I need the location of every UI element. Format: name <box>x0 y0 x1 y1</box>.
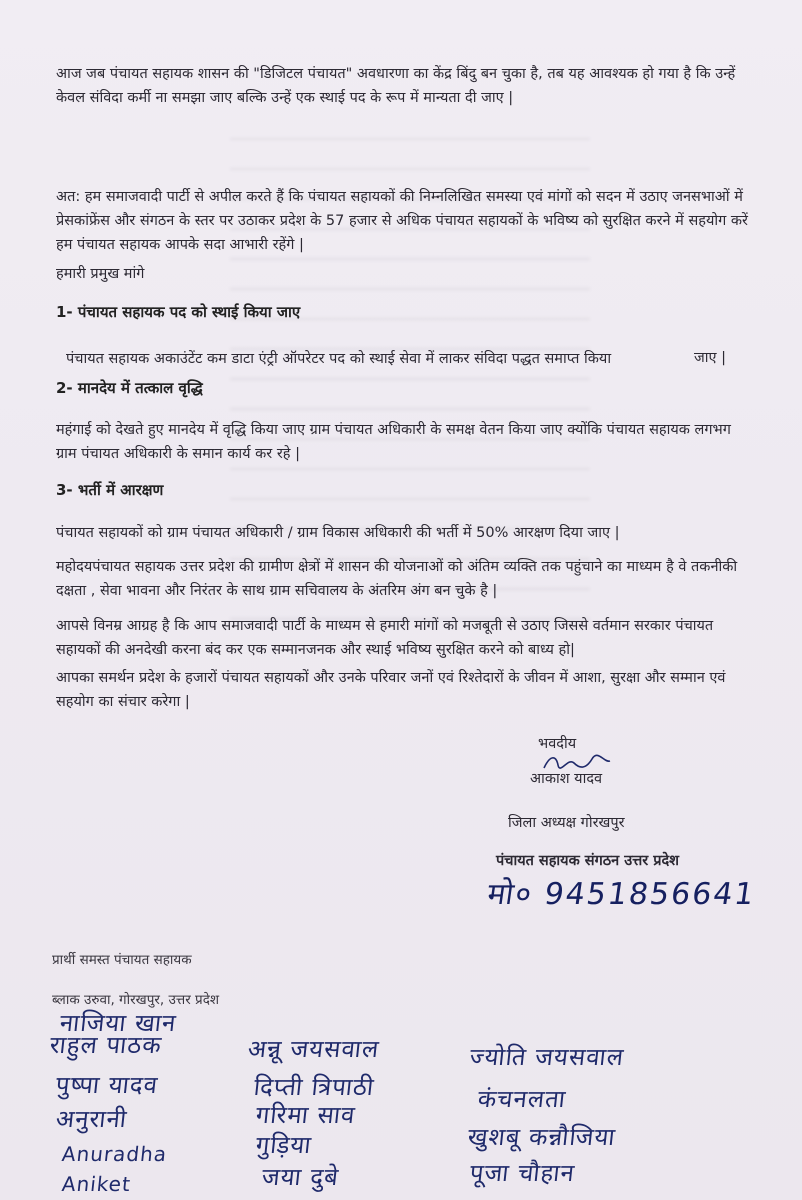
demand-2-title: 2- मानदेय में तत्काल वृद्धि <box>56 379 203 397</box>
role-paragraph: महोदयपंचायत सहायक उत्तर प्रदेश की ग्रामीण क्षेत्रों में शासन की योजनाओं को अंतिम व्यक्ति तक पहुंचाने का माध्यम है वे तकनीकी दक्षता , सेवा भावना और निरंतर के साथ ग्राम सचिवालय के अंतरिम अंग बन चुके है | <box>56 559 738 599</box>
handwritten-name: जया दुबे <box>260 1163 341 1191</box>
handwritten-name: Aniket <box>60 1172 133 1196</box>
handwritten-name: पूजा चौहान <box>468 1159 577 1187</box>
handwritten-name: अनुरानी <box>54 1105 129 1133</box>
handwritten-name: कंचनलता <box>476 1085 568 1113</box>
support-paragraph: आपका समर्थन प्रदेश के हजारों पंचायत सहायकों और उनके परिवार जनों एवं रिश्तेदारों के जीवन में आशा, सुरक्षा और सम्मान एवं सहयोग का संचार करेगा | <box>56 670 726 710</box>
demand-1-text: पंचायत सहायक अकाउंटेंट कम डाटा एंट्री ऑपरेटर पद को स्थाई सेवा में लाकर संविदा पद्धत समाप्त किया <box>66 351 612 367</box>
demand-3-text: पंचायत सहायकों को ग्राम पंचायत अधिकारी / ग्राम विकास अधिकारी की भर्ती में 50% आरक्षण दिया जाए | <box>56 525 620 541</box>
signatory-name: आकाश यादव <box>530 771 603 787</box>
request-paragraph: आपसे विनम्र आग्रह है कि आप समाजवादी पार्टी के माध्यम से हमारी मांगों को मजबूती से उठाए जिससे वर्तमान सरकार पंचायत सहायकों की अनदेखी करना बंद कर एक सम्मानजनक और स्थाई भविष्य सुरक्षित करने को बाध्य हो| <box>56 618 714 658</box>
petitioners-label: प्रार्थी समस्त पंचायत सहायक <box>52 952 192 968</box>
handwritten-name: दिप्ती त्रिपाठी <box>252 1073 376 1101</box>
demands-heading: हमारी प्रमुख मांगे <box>56 266 145 282</box>
intro-paragraph: आज जब पंचायत सहायक शासन की "डिजिटल पंचायत" अवधारणा का केंद्र बिंदु बन चुका है, तब यह आवश्यक हो गया है कि उन्हें केवल संविदा कर्मी ना समझा जाए बल्कि उन्हें एक स्थाई पद के रूप में मान्यता दी जाए | <box>56 66 736 106</box>
handwritten-name: पुष्पा यादव <box>54 1071 160 1099</box>
mobile-number: 9451856641 <box>542 877 758 912</box>
handwritten-name: Anuradha <box>60 1142 169 1166</box>
closing-text: भवदीय <box>538 736 577 752</box>
demand-3-title: 3- भर्ती में आरक्षण <box>56 481 164 499</box>
handwritten-name: गरिमा साव <box>254 1101 357 1129</box>
handwritten-name: नाजिया खान <box>58 1009 178 1037</box>
demand-1-title: 1- पंचायत सहायक पद को स्थाई किया जाए <box>56 303 301 321</box>
mobile-label: मो० <box>485 877 536 912</box>
handwritten-name: राहुल पाठक <box>48 1031 164 1059</box>
organization-name: पंचायत सहायक संगठन उत्तर प्रदेश <box>496 853 680 869</box>
handwritten-name: गुड़िया <box>254 1131 314 1159</box>
appeal-paragraph: अत: हम समाजवादी पार्टी से अपील करते हैं कि पंचायत सहायकों की निम्नलिखित समस्या एवं मांगों को सदन में उठाए जनसभाओं में प्रेसकांफ्रेंस और संगठन के स्तर पर उठाकर प्रदेश के 57 हजार से अधिक पंचायत सहायकों के भविष्य को सुरक्षित करने में सहयोग करें हम पंचायत सहायक आपके सदा आभारी रहेंगे | <box>56 189 748 253</box>
block-address: ब्लाक उरुवा, गोरखपुर, उत्तर प्रदेश <box>52 992 220 1008</box>
handwritten-name: अन्नू जयसवाल <box>246 1035 381 1063</box>
signatory-designation: जिला अध्यक्ष गोरखपुर <box>508 815 625 831</box>
demand-2-text: महंगाई को देखते हुए मानदेय में वृद्धि किया जाए ग्राम पंचायत अधिकारी के समक्ष वेतन किया जाए क्योंकि पंचायत सहायक लगभग ग्राम पंचायत अधिकारी के समान कार्य कर रहे | <box>56 422 731 462</box>
demand-1-text-end: जाए | <box>694 350 727 366</box>
handwritten-name: खुशबू कन्नौजिया <box>466 1123 618 1151</box>
phone-number <box>485 872 758 913</box>
handwritten-name: ज्योति जयसवाल <box>468 1043 626 1071</box>
